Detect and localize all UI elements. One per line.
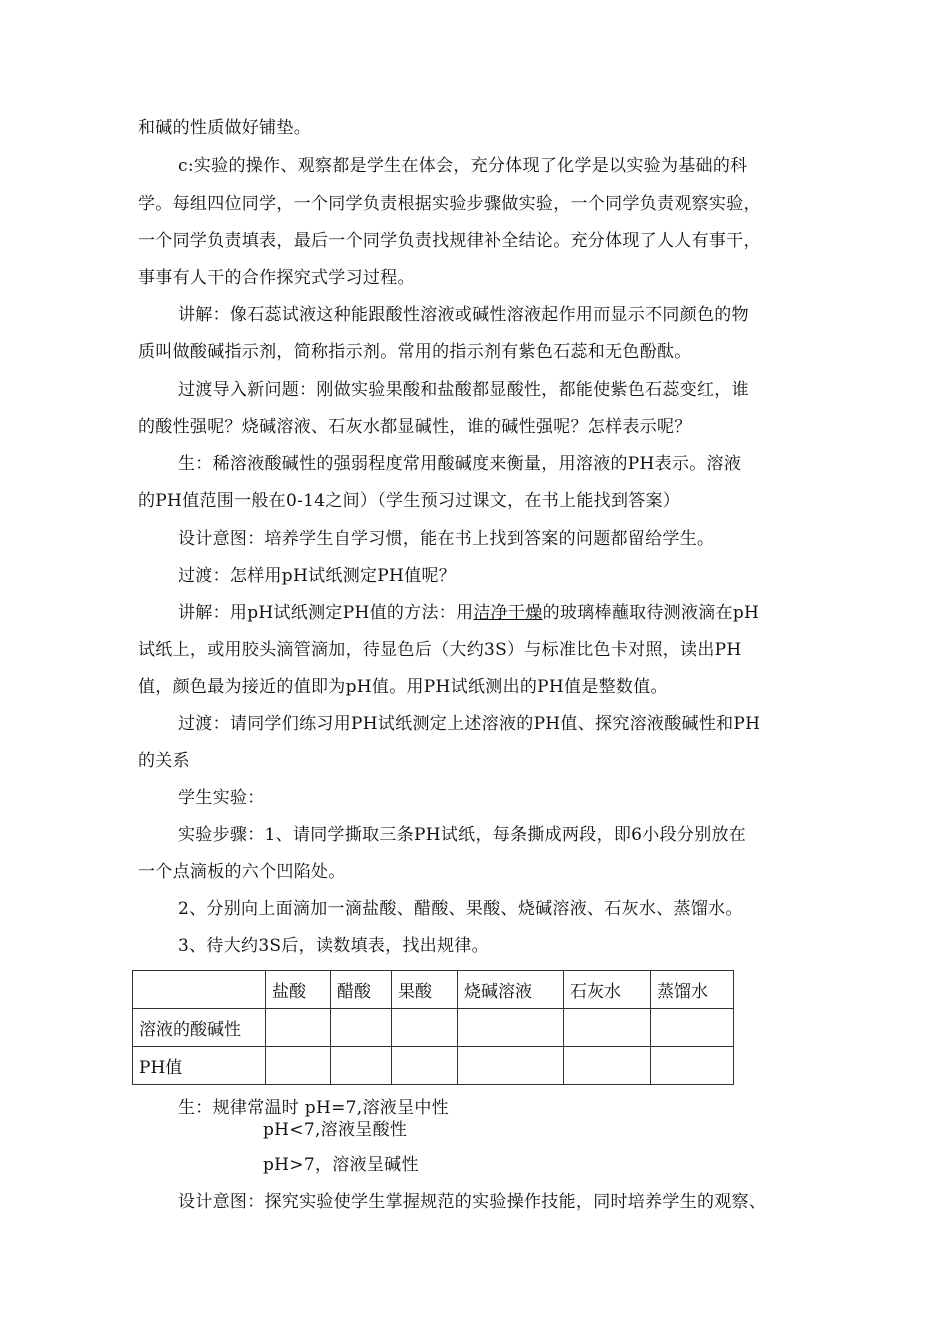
- table-cell: [392, 1047, 458, 1085]
- table-header-cell: 石灰水: [564, 971, 651, 1009]
- table-cell: [392, 1009, 458, 1047]
- paragraph-line: c:实验的操作、观察都是学生在体会，充分体现了化学是以实验为基础的科: [178, 156, 748, 176]
- paragraph-line: 一个点滴板的六个凹陷处。: [138, 862, 346, 882]
- paragraph-line: 的PH值范围一般在0-14之间）（学生预习过课文，在书上能找到答案）: [138, 491, 681, 511]
- table-header-cell: [133, 971, 266, 1009]
- paragraph-line: 生：稀溶液酸碱性的强弱程度常用酸碱度来衡量，用溶液的PH表示。溶液: [178, 454, 742, 474]
- paragraph-line: 事事有人干的合作探究式学习过程。: [138, 268, 415, 288]
- rule-line: pH>7，溶液呈碱性: [263, 1155, 419, 1175]
- paragraph-line: 的关系: [138, 751, 190, 771]
- table-cell: [651, 1009, 734, 1047]
- table-cell: [458, 1047, 564, 1085]
- paragraph-line: 学。每组四位同学，一个同学负责根据实验步骤做实验，一个同学负责观察实验，: [138, 194, 761, 214]
- table-cell: [651, 1047, 734, 1085]
- table-cell: [331, 1009, 392, 1047]
- table-cell: [564, 1047, 651, 1085]
- paragraph-line: 设计意图：探究实验使学生掌握规范的实验操作技能，同时培养学生的观察、: [178, 1192, 767, 1212]
- table-cell: [331, 1047, 392, 1085]
- paragraph-line: 实验步骤：1、请同学撕取三条PH试纸，每条撕成两段，即6小段分别放在: [178, 825, 747, 845]
- table-header-cell: 果酸: [392, 971, 458, 1009]
- paragraph-line: 值，颜色最为接近的值即为pH值。用PH试纸测出的PH值是整数值。: [138, 677, 668, 697]
- paragraph-line: 讲解：像石蕊试液这种能跟酸性溶液或碱性溶液起作用而显示不同颜色的物: [178, 305, 749, 325]
- paragraph-line: 和碱的性质做好铺垫。: [138, 118, 311, 138]
- row-label: 溶液的酸碱性: [133, 1009, 266, 1047]
- table-cell: [564, 1009, 651, 1047]
- table-cell: [266, 1047, 331, 1085]
- paragraph-line: 设计意图：培养学生自学习惯，能在书上找到答案的问题都留给学生。: [178, 529, 715, 549]
- table-header-cell: 烧碱溶液: [458, 971, 564, 1009]
- paragraph-line: 过渡：怎样用pH试纸测定PH值呢？: [178, 566, 457, 586]
- paragraph-line: 2、分别向上面滴加一滴盐酸、醋酸、果酸、烧碱溶液、石灰水、蒸馏水。: [178, 899, 743, 919]
- paragraph-line: [178, 601, 759, 625]
- paragraph-line: 的酸性强呢？烧碱溶液、石灰水都显碱性，谁的碱性强呢？怎样表示呢？: [138, 417, 692, 437]
- paragraph-line: 学生实验：: [178, 788, 265, 808]
- paragraph-line: 试纸上，或用胶头滴管滴加，待显色后（大约3S）与标准比色卡对照，读出PH: [138, 640, 742, 660]
- observation-table: [132, 970, 734, 1085]
- paragraph-line: 3、待大约3S后，读数填表，找出规律。: [178, 936, 489, 956]
- table-cell: [266, 1009, 331, 1047]
- paragraph-line: 过渡导入新问题：刚做实验果酸和盐酸都显酸性，都能使紫色石蕊变红，谁: [178, 380, 749, 400]
- rule-line: 生：规律常温时 pH=7,溶液呈中性: [178, 1098, 449, 1118]
- table-header-cell: 醋酸: [331, 971, 392, 1009]
- paragraph-line: 过渡：请同学们练习用PH试纸测定上述溶液的PH值、探究溶液酸碱性和PH: [178, 714, 761, 734]
- text-span: 的玻璃棒蘸取待测液滴在pH: [542, 603, 760, 623]
- table-header-cell: 蒸馏水: [651, 971, 734, 1009]
- table-header-row: [133, 971, 734, 1009]
- row-label: PH值: [133, 1047, 266, 1085]
- paragraph-line: 一个同学负责填表，最后一个同学负责找规律补全结论。充分体现了人人有事干，: [138, 231, 761, 251]
- table-row: [133, 1047, 734, 1085]
- paragraph-line: 质叫做酸碱指示剂，简称指示剂。常用的指示剂有紫色石蕊和无色酚酞。: [138, 342, 692, 362]
- text-span: 讲解：用pH试纸测定PH值的方法：用: [178, 603, 474, 623]
- table-header-cell: 盐酸: [266, 971, 331, 1009]
- table-row: [133, 1009, 734, 1047]
- underlined-text: 洁净干燥: [473, 603, 543, 623]
- table-cell: [458, 1009, 564, 1047]
- rule-line: pH<7,溶液呈酸性: [263, 1120, 408, 1140]
